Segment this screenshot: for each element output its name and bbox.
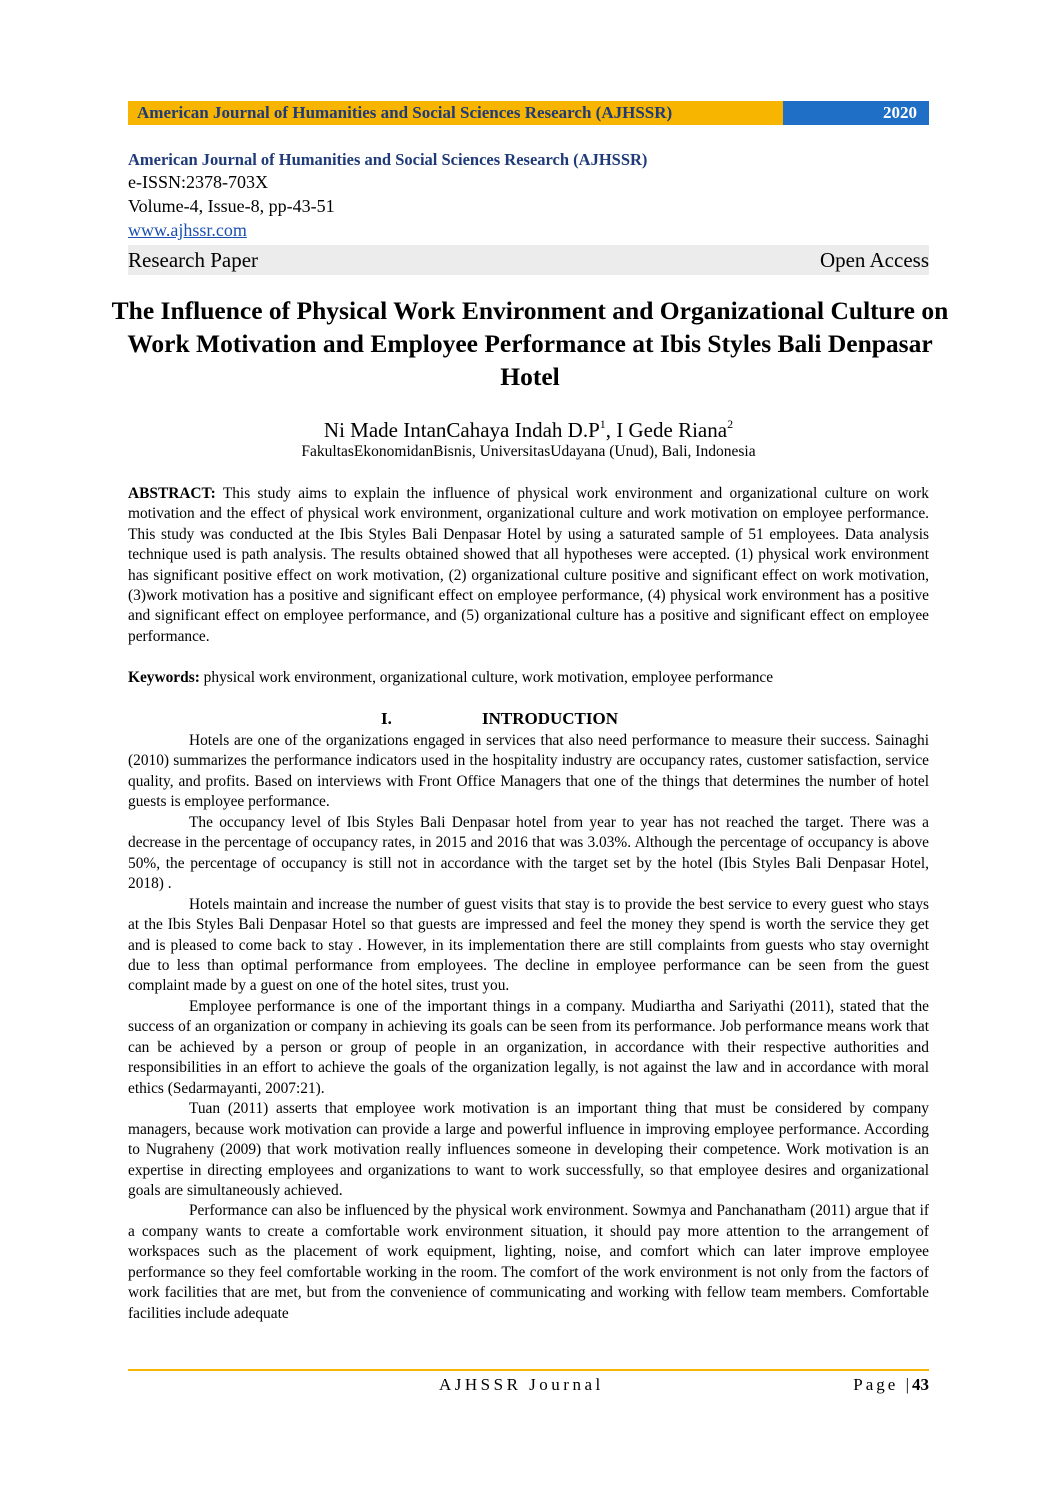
abstract-label: ABSTRACT: — [128, 485, 216, 502]
journal-website-link[interactable]: www.ajhssr.com — [128, 220, 247, 240]
page-footer — [128, 1375, 929, 1397]
keywords — [128, 668, 929, 688]
masthead-journal-name: American Journal of Humanities and Social Sciences Research (AJHSSR) — [128, 150, 648, 169]
volume-issue: Volume-4, Issue-8, pp-43-51 — [128, 196, 335, 216]
issn: e-ISSN:2378-703X — [128, 172, 268, 192]
paragraph: Hotels maintain and increase the number of guest visits that stay is to provide the best service to every guest who stays at the Ibis Styles Bali Denpasar Hotel so that guests are impressed and feel the money they spend is worth the service they get and is pleased to come back to stay . However, in its implementation there are still complaints from guests who stay overnight due to less than optimal performance from employees. The decline in employee performance can be seen from the guest complaint made by a guest on one of the hotel sites, trust you. — [128, 895, 929, 995]
author-line — [128, 410, 929, 444]
open-access-label: Open Access — [819, 247, 929, 272]
section-number: I. — [381, 709, 392, 728]
paper-title: The Influence of Physical Work Environment and Organizational Culture on Work Motivation and Employee Performance at Ibis Styles Bali Denpasar Hotel — [111, 296, 949, 391]
footer-journal-name: AJHSSR Journal — [439, 1375, 604, 1394]
author-separator: , — [605, 418, 617, 442]
author-2: I Gede Riana — [616, 418, 728, 442]
affiliation: FakultasEkonomidanBisnis, UniversitasUdayana (Unud), Bali, Indonesia — [301, 443, 756, 460]
paragraph: Performance can also be influenced by the physical work environment. Sowmya and Panchanatham (2011) argue that if a company wants to create a comfortable work environment situation, it should pay more attention to the arrangement of workspaces such as the placement of work equipment, lighting, noise, and comfort which can later improve employee performance so they feel comfortable working in the room. The comfort of the work environment is not only from the factors of work facilities that are met, but from the convenience of communicating and working with fellow team members. Comfortable facilities include adequate — [128, 1202, 929, 1322]
page-label: Page | — [853, 1375, 912, 1394]
section-title: INTRODUCTION — [482, 709, 619, 728]
author-1: Ni Made IntanCahaya Indah D.P — [323, 418, 600, 442]
abstract-text: This study aims to explain the influence of physical work environment and organizational culture on work motivation and the effect of physical work environment, organizational culture and work motivation on employee performance. This study was conducted at the Ibis Styles Bali Denpasar Hotel by using a saturated sample of 51 employees. Data analysis technique used is path analysis. The results obtained showed that all hypotheses were accepted. (1) physical work environment has significant positive effect on work motivation, (2) organizational culture positive and significant effect on work motivation, (3)work motivation has a positive and significant effect on employee performance, (4) physical work environment has a positive and significant effect on employee performance, and (5) organizational culture has a positive and significant effect on employee performance. — [128, 485, 929, 645]
paragraph: The occupancy level of Ibis Styles Bali Denpasar hotel from year to year has not reached the target. There was a decrease in the percentage of occupancy rates, in 2015 and 2016 that was 3.03%. Although the percentage of occupancy is above 50%, the percentage of occupancy is still not in accordance with the target set by the hotel (Ibis Styles Bali Denpasar Hotel, 2018) . — [128, 813, 929, 893]
masthead — [128, 150, 929, 242]
header-year: 2020 — [783, 101, 929, 125]
keywords-text: physical work environment, organizational culture, work motivation, employee performance — [199, 669, 774, 686]
paper-type-label: Research Paper — [128, 247, 259, 272]
paragraph: Employee performance is one of the important things in a company. Mudiartha and Sariyathi (2011), stated that the success of an organization or company in achieving its goals can be seen from its performance. Job performance means work that can be achieved by a person or group of people in an organization, in accordance with their respective authorities and responsibilities in an effort to achieve the goals of the organization legally, is not against the law and in accordance with moral ethics (Sedarmayanti, 2007:21). — [128, 997, 929, 1097]
paragraph: Hotels are one of the organizations engaged in services that also need performance to measure their success. Sainaghi (2010) summarizes the performance indicators used in the hospitality industry are occupancy rates, customer satisfaction, service quality, and profits. Based on interviews with Front Office Managers that one of the things that determines the number of hotel guests is employee performance. — [128, 732, 929, 811]
paper-type-bar — [128, 245, 929, 275]
author-1-affiliation-marker: 1 — [599, 417, 606, 431]
abstract — [128, 484, 929, 647]
header-journal-name: American Journal of Humanities and Social Sciences Research (AJHSSR) — [128, 101, 783, 125]
footer-divider — [128, 1369, 929, 1371]
page-number — [853, 1375, 929, 1395]
page-number-value: 43 — [912, 1375, 929, 1394]
author-2-affiliation-marker: 2 — [727, 417, 734, 431]
paragraph: Tuan (2011) asserts that employee work motivation is an important thing that must be considered by company managers, because work motivation can provide a large and powerful influence in improving employee performance. According to Nugraheny (2009) that work motivation really influences someone in developing their competence. Work motivation is an expertise in directing employees and organizations to want to work successfully, so that employee desires and organizational goals are simultaneously achieved. — [128, 1100, 929, 1199]
header-band — [128, 101, 929, 125]
introduction-body — [128, 731, 929, 1324]
keywords-label: Keywords: — [128, 669, 200, 686]
